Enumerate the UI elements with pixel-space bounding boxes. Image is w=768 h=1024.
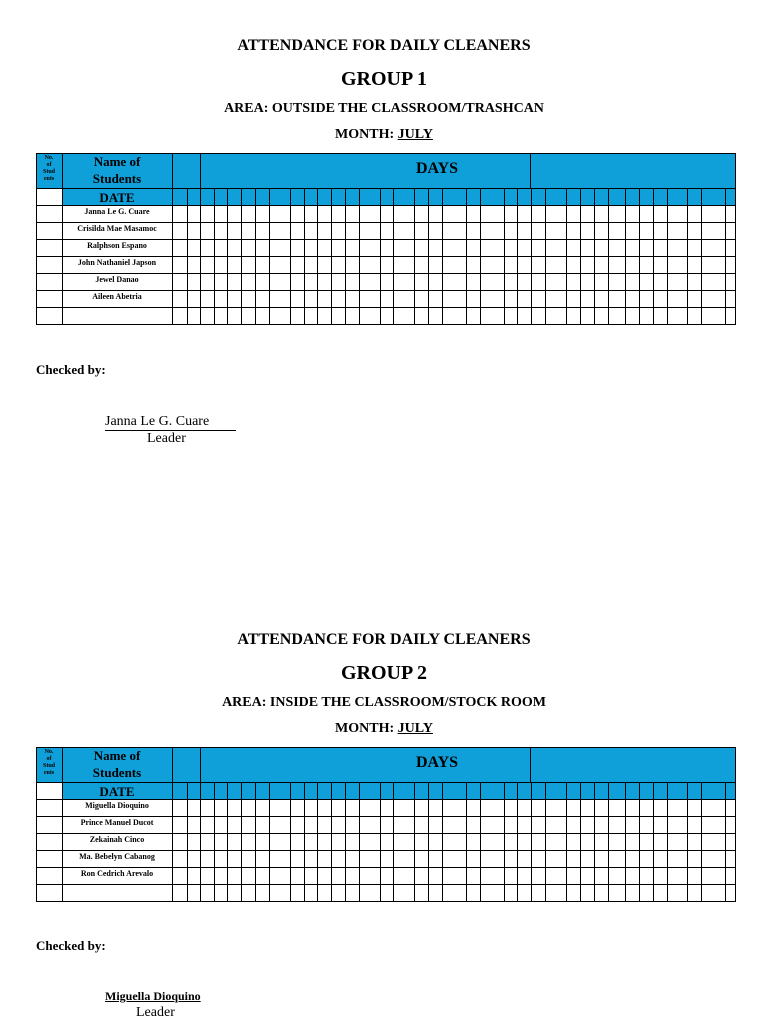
student-name: Ma. Bebelyn Cabanog — [79, 852, 155, 861]
header-fill — [62, 747, 736, 799]
col-name-label: Name of — [93, 748, 141, 763]
student-name: John Nathaniel Japson — [77, 258, 157, 267]
student-name: Prince Manuel Ducot — [80, 818, 154, 827]
student-name: Crisilda Mae Masamoc — [77, 224, 157, 233]
col-name-label: Students — [92, 171, 142, 186]
col-no-label: of — [46, 162, 52, 168]
group-2-title: GROUP 2 — [340, 662, 428, 684]
col-name-label: Students — [92, 765, 142, 780]
days-header: DAYS — [415, 754, 459, 771]
col-no-label: Stud — [42, 763, 56, 769]
student-name: Ralphson Espano — [87, 241, 147, 250]
student-name: Zekainah Cinco — [89, 835, 145, 844]
heading-group-2: ATTENDANCE FOR DAILY CLEANERS — [237, 631, 531, 648]
month-group-1 — [0, 127, 768, 143]
col-no-label: of — [46, 756, 52, 762]
month-value: JULY — [397, 721, 433, 736]
month-label: MONTH: — [335, 127, 398, 142]
student-name: Ron Cedrich Arevalo — [80, 869, 154, 878]
heading-group-1: ATTENDANCE FOR DAILY CLEANERS — [237, 37, 531, 54]
student-name: Janna Le G. Cuare — [84, 207, 150, 216]
header-fill — [62, 153, 736, 205]
leader-name-group-2: Miguella Dioquino — [105, 989, 201, 1003]
leader-role-group-2: Leader — [136, 1005, 175, 1020]
attendance-table-group-1 — [36, 153, 736, 325]
leader-name-group-1: Janna Le G. Cuare — [105, 414, 236, 431]
col-no-label: No. — [44, 155, 54, 161]
date-label: DATE — [99, 784, 135, 799]
student-name: Jewel Danao — [95, 275, 139, 284]
checked-by-label-1: Checked by: — [36, 362, 106, 377]
col-name-label: Name of — [93, 154, 141, 169]
col-no-label: No. — [44, 749, 54, 755]
area-group-1: AREA: OUTSIDE THE CLASSROOM/TRASHCAN — [224, 101, 544, 116]
student-name: Miguella Dioquino — [85, 801, 149, 810]
month-group-2 — [0, 721, 768, 737]
col-no-label: Stud — [42, 169, 56, 175]
leader-role-group-1: Leader — [147, 431, 186, 446]
checked-by-label-2: Checked by: — [36, 938, 106, 953]
col-no-label: ents — [43, 770, 55, 776]
area-group-2: AREA: INSIDE THE CLASSROOM/STOCK ROOM — [222, 695, 546, 710]
student-name: Aileen Abetria — [92, 292, 142, 301]
col-no-label: ents — [43, 176, 55, 182]
month-value: JULY — [397, 127, 433, 142]
days-header: DAYS — [415, 160, 459, 177]
attendance-table-group-2 — [36, 747, 736, 902]
group-1-title: GROUP 1 — [340, 68, 428, 90]
month-label: MONTH: — [335, 721, 398, 736]
date-label: DATE — [99, 190, 135, 205]
